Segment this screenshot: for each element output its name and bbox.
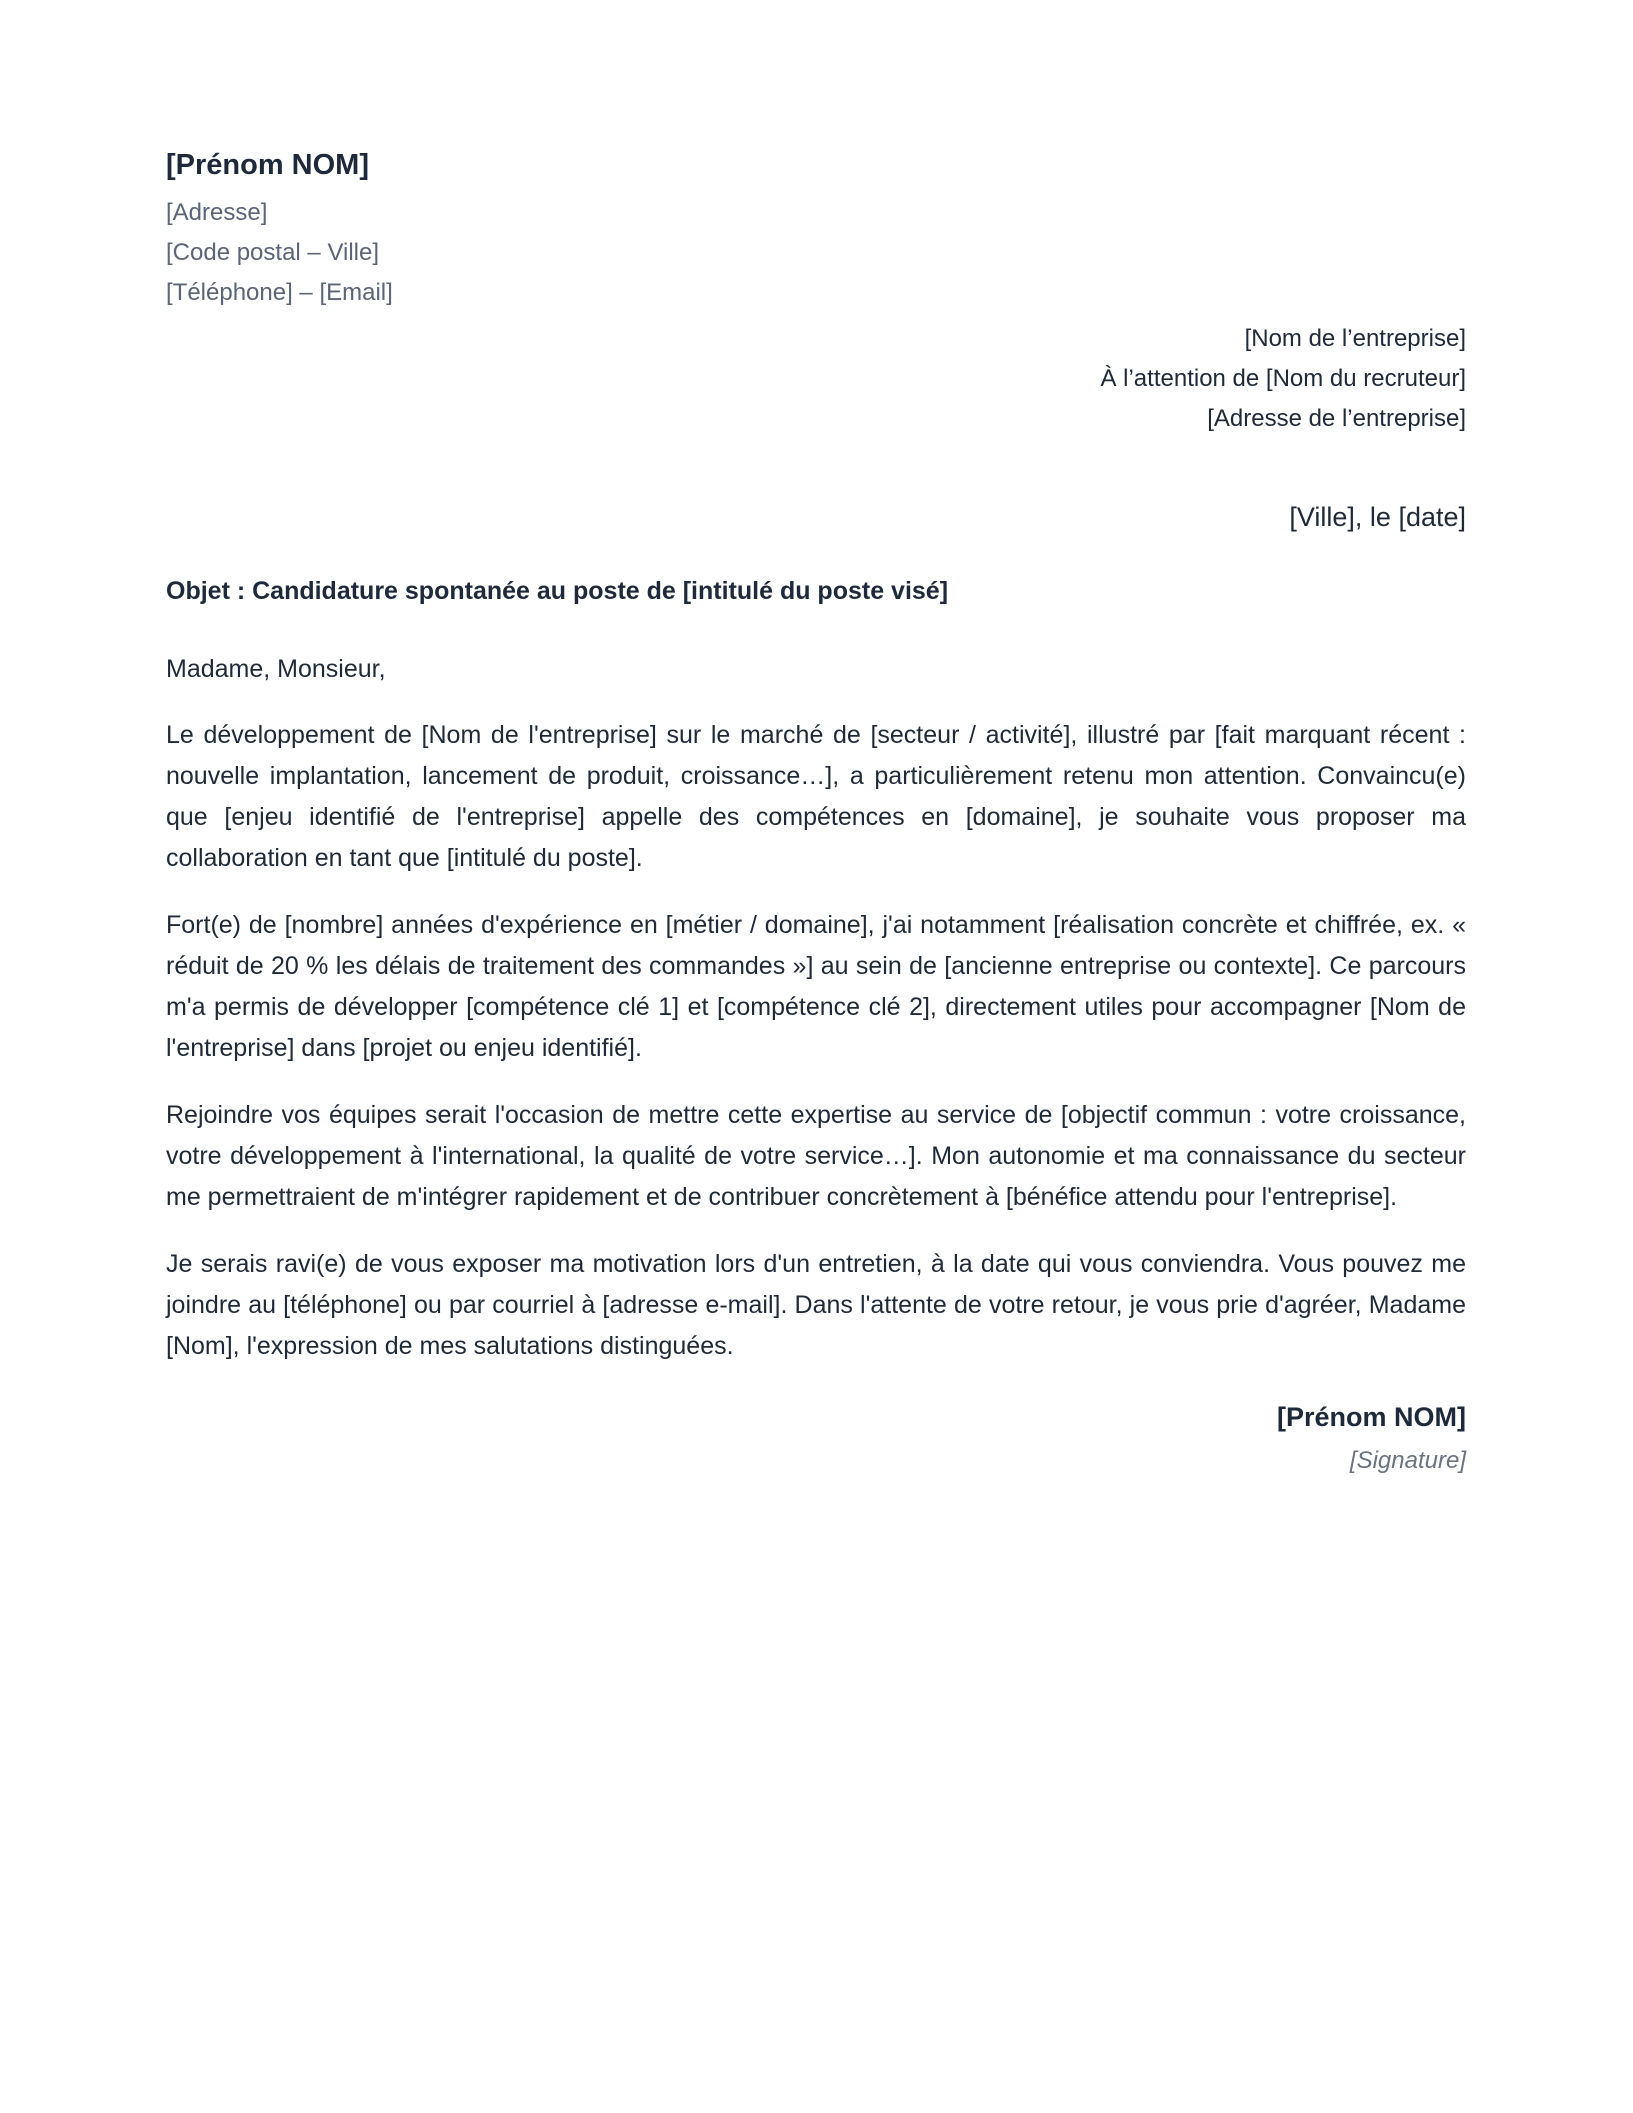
salutation: Madame, Monsieur, [166, 654, 386, 683]
recipient-attention: À l’attention de [Nom du recruteur] [1100, 364, 1466, 392]
subject-line: Objet : Candidature spontanée au poste de [intitulé du poste visé] [166, 576, 949, 605]
sender-address: [Adresse] [166, 198, 268, 226]
body-paragraph-2: Fort(e) de [nombre] années d'expérience en [métier / domaine], j'ai notamment [réalisation concrète et chiffrée, ex. « réduit de 20 % les délais de traitement des commandes »] au sein de [ancienne entreprise ou contexte]. Ce parcours m'a permis de développer [compétence clé 1] et [compétence clé 2], directement utiles pour accompagner [Nom de l'entreprise] dans [projet ou enjeu identifié]. [166, 910, 1466, 1062]
body-paragraph-3: Rejoindre vos équipes serait l'occasion de mettre cette expertise au service de [objectif commun : votre croissance, votre développement à l'international, la qualité de votre service…]. Mon autonomie et ma connaissance du secteur me permettraient de m'intégrer rapidement et de contribuer concrètement à [bénéfice attendu pour l'entreprise]. [166, 1100, 1466, 1211]
recipient-block [166, 319, 1466, 439]
sender-block [166, 148, 1466, 313]
sender-postal-city: [Code postal – Ville] [166, 238, 380, 266]
recipient-address: [Adresse de l’entreprise] [1207, 404, 1466, 432]
sender-contact: [Téléphone] – [Email] [166, 278, 393, 306]
signature: [Signature] [1349, 1446, 1466, 1474]
date-line: [Ville], le [date] [1289, 501, 1466, 532]
closing-name: [Prénom NOM] [1277, 1401, 1466, 1432]
recipient-company: [Nom de l’entreprise] [1244, 324, 1466, 352]
body-paragraph-4: Je serais ravi(e) de vous exposer ma motivation lors d'un entretien, à la date qui vous conviendra. Vous pouvez me joindre au [téléphone] ou par courriel à [adresse e-mail]. Dans l'attente de votre retour, je vous prie d'agréer, Madame [Nom], l'expression de mes salutations distinguées. [166, 1249, 1466, 1360]
sender-name: [Prénom NOM] [166, 149, 369, 181]
letter-page [166, 148, 1466, 1479]
body-paragraph-1: Le développement de [Nom de l'entreprise] sur le marché de [secteur / activité], illustré par [fait marquant récent : nouvelle implantation, lancement de produit, croissance…], a particulièrement retenu mon attention. Convaincu(e) que [enjeu identifié de l'entreprise] appelle des compétences en [domaine], je souhaite vous proposer ma collaboration en tant que [intitulé du poste]. [166, 720, 1466, 872]
